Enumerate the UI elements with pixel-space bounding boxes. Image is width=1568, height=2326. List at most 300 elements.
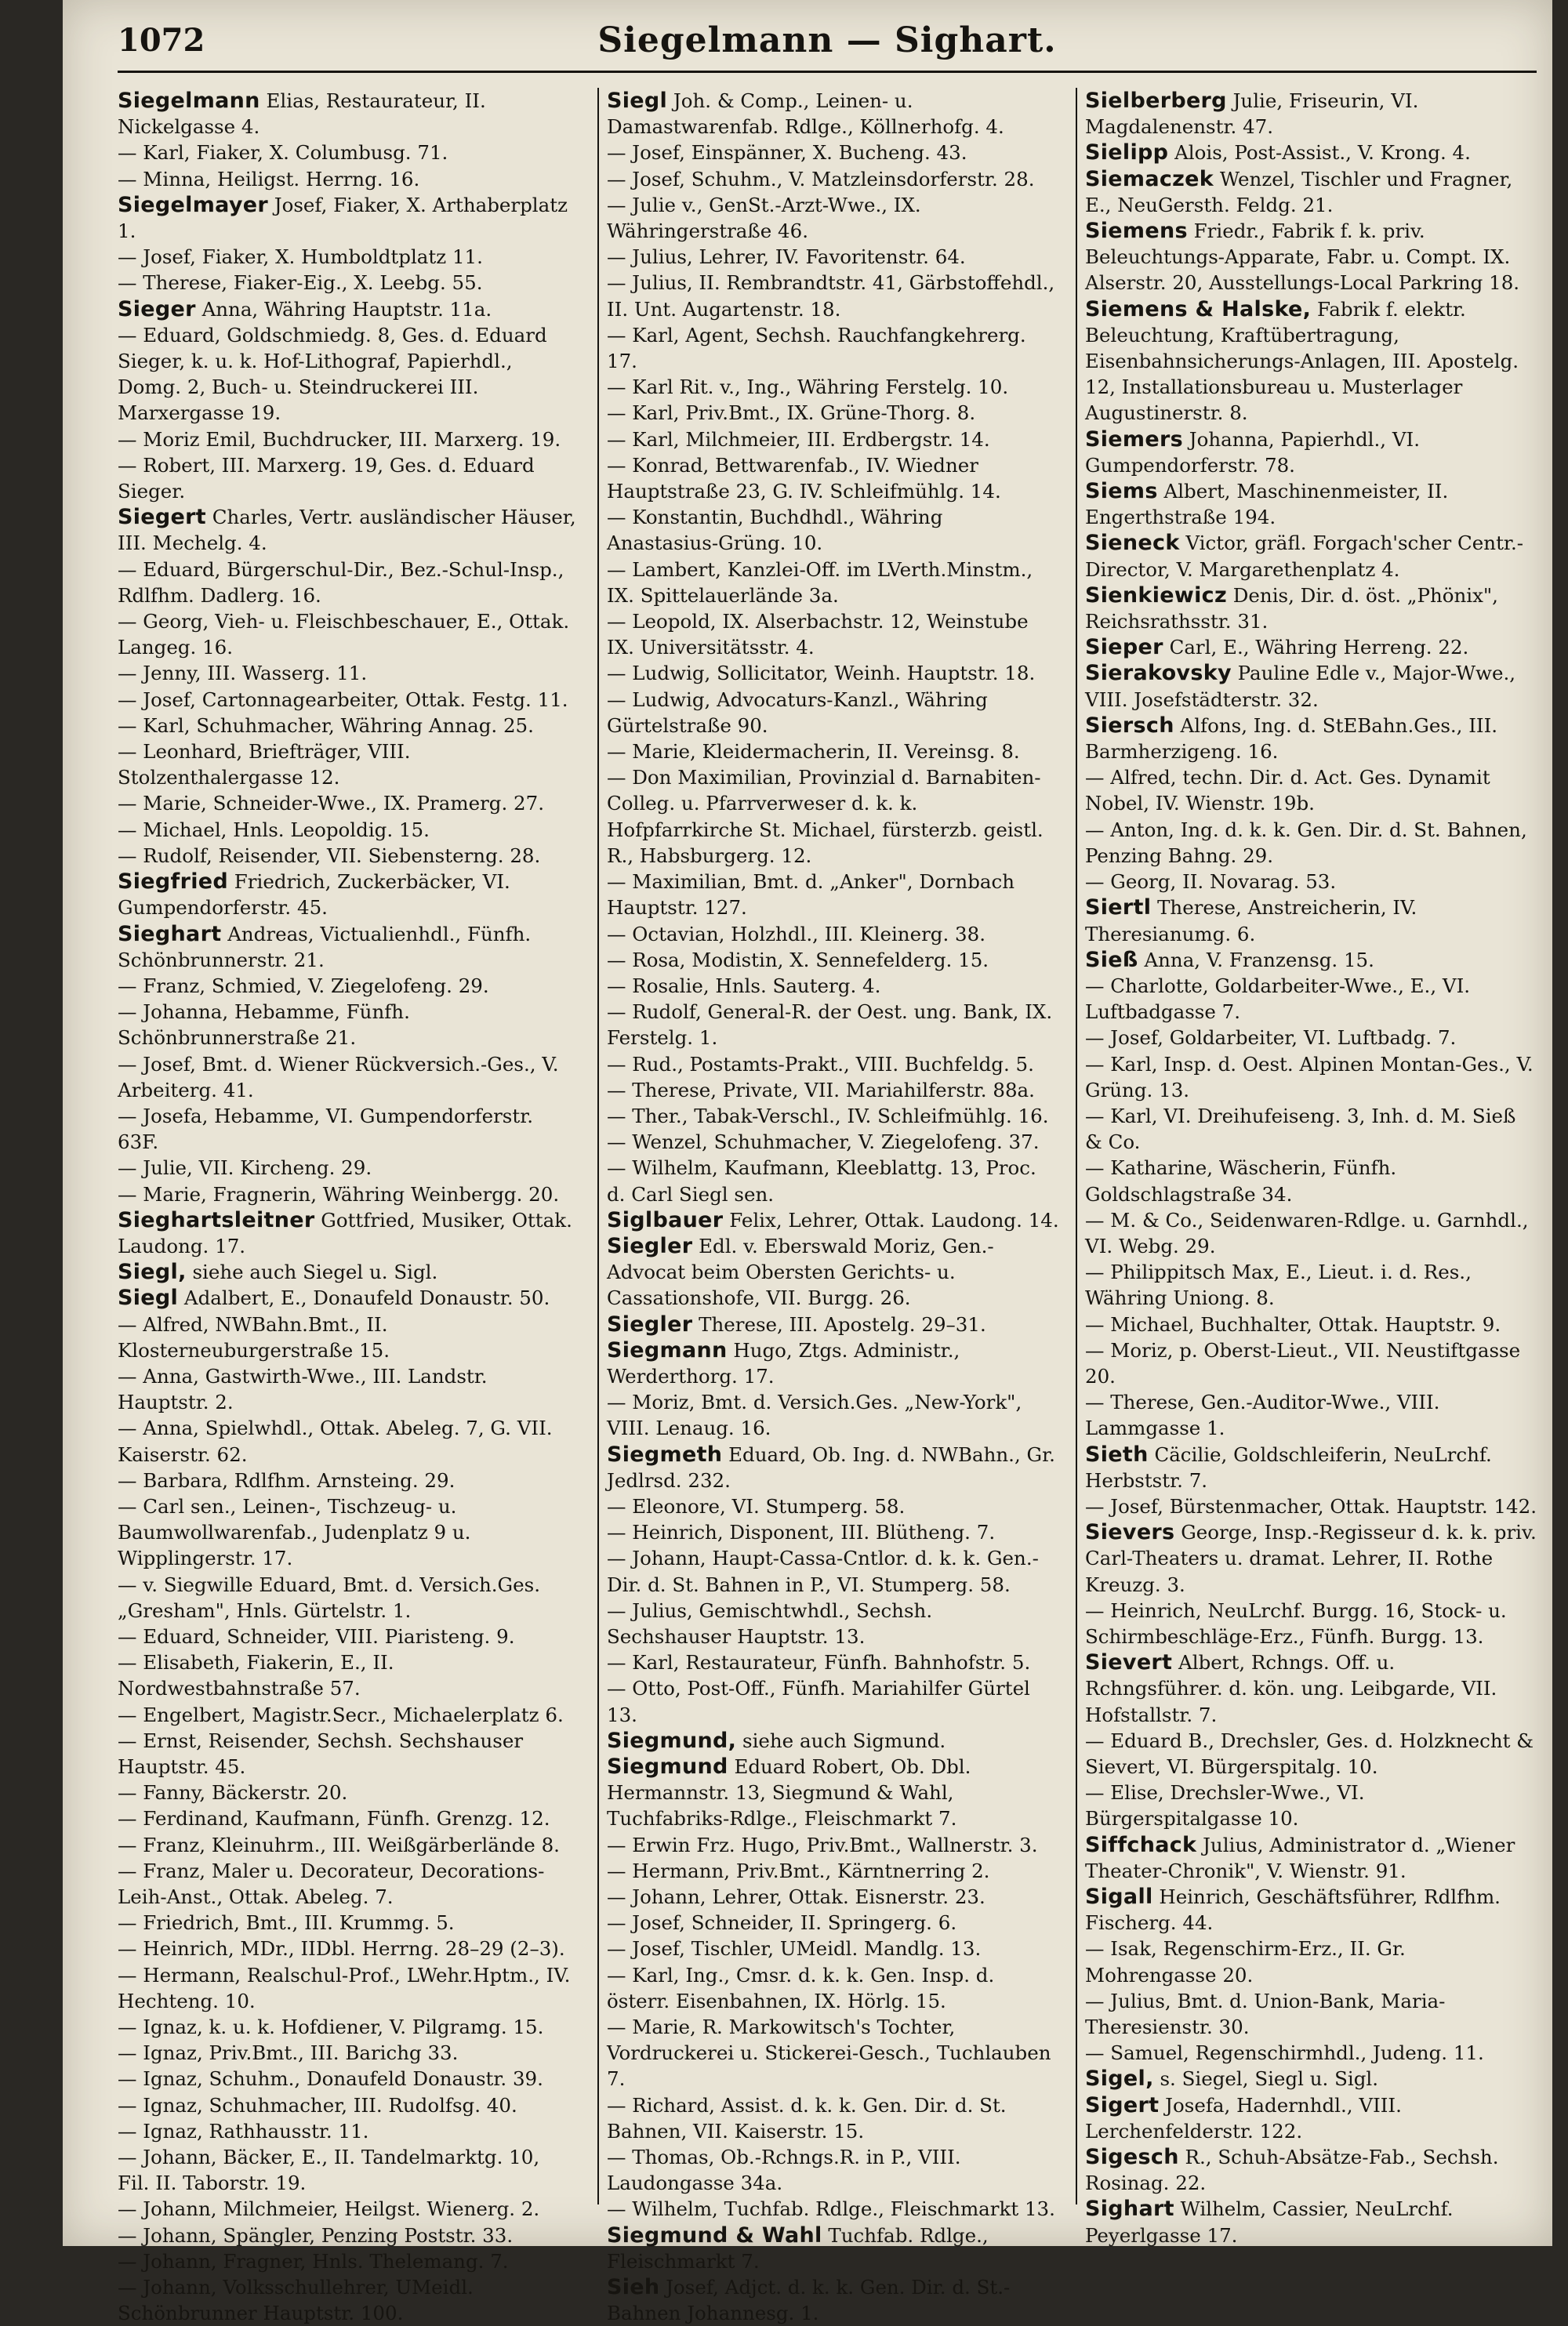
entry-text: — Hermann, Priv.Bmt., Kärntnerring 2.	[607, 1859, 990, 1882]
entry-text: — Rosalie, Hnls. Sauterg. 4.	[607, 974, 881, 997]
directory-entry	[1085, 947, 1538, 973]
entry-text: — Johann, Milchmeier, Heilgst. Wienerg. 2.	[118, 2197, 540, 2221]
entry-text: — Anna, Gastwirth-Wwe., III. Landstr. Hauptstr. 2.	[118, 1364, 488, 1414]
directory-entry	[607, 2274, 1059, 2326]
entry-surname: Sienkiewicz	[1085, 582, 1227, 608]
directory-entry	[1085, 218, 1538, 296]
directory-entry	[607, 1936, 1059, 1961]
entry-text: Alois, Post-Assist., V. Krong. 4.	[1174, 141, 1471, 165]
entry-text: — Moriz, Bmt. d. Versich.Ges. „New-York", VIII. Lenaug. 16.	[607, 1391, 1022, 1440]
entry-surname: Sigel,	[1085, 2067, 1154, 2092]
entry-text: — v. Siegwille Eduard, Bmt. d. Versich.Ges. „Gresham", Hnls. Gürtelstr. 1.	[118, 1573, 540, 1622]
entry-surname: Siemens	[1085, 219, 1188, 244]
entry-text: — Lambert, Kanzlei-Off. im LVerth.Minstm., IX. Spittelauerlände 3a.	[607, 557, 1033, 607]
entry-text: — Karl, Insp. d. Oest. Alpinen Montan-Ges., V. Grüng. 13.	[1085, 1052, 1534, 1101]
entry-text: — Engelbert, Magistr.Secr., Michaelerplatz 6.	[118, 1703, 564, 1726]
directory-entry	[1085, 1259, 1538, 1311]
directory-entry	[1085, 1337, 1538, 1389]
entry-text: — Otto, Post-Off., Fünfh. Mariahilfer Gürtel 13.	[607, 1677, 1030, 1726]
directory-entry	[1085, 1442, 1538, 1493]
directory-entry	[607, 764, 1059, 869]
entry-surname: Siglbauer	[607, 1207, 724, 1232]
entry-surname: Siegler	[607, 1233, 693, 1258]
entry-surname: Sieh	[607, 2275, 660, 2300]
entry-surname: Siegmund	[607, 1754, 728, 1779]
entry-surname: Siegl,	[118, 1260, 187, 1285]
page-title: Siegelmann — Sighart.	[597, 20, 1057, 60]
entry-surname: Siegmund & Wahl	[607, 2223, 822, 2248]
directory-entry	[118, 140, 576, 165]
entry-text: Josef, Adjct. d. k. k. Gen. Dir. d. St.-Bahnen Johannesg. 1.	[607, 2276, 1011, 2325]
entry-text: — Leopold, IX. Alserbachstr. 12, Weinstube IX. Universitätsstr. 4.	[607, 610, 1029, 659]
entry-text: — Charlotte, Goldarbeiter-Wwe., E., VI. Luftbadgasse 7.	[1085, 974, 1471, 1024]
entry-text: — Josef, Bmt. d. Wiener Rückversich.-Ges., V. Arbeiterg. 41.	[118, 1052, 559, 1101]
directory-entry	[118, 2014, 576, 2040]
directory-entry	[607, 1207, 1059, 1233]
directory-entry	[118, 1780, 576, 1805]
entry-text: — Anna, Spielwhdl., Ottak. Abeleg. 7, G. VII. Kaiserstr. 62.	[118, 1417, 553, 1466]
directory-entry	[1085, 1832, 1538, 1884]
directory-entry	[1085, 478, 1538, 530]
directory-entry	[118, 660, 576, 686]
directory-entry	[1085, 1051, 1538, 1103]
entry-text: — Elisabeth, Fiakerin, E., II. Nordwestbahnstraße 57.	[118, 1651, 394, 1700]
entry-text: siehe auch Siegel u. Sigl.	[192, 1261, 438, 1284]
directory-entry	[118, 973, 576, 999]
entry-text: — Fanny, Bäckerstr. 20.	[118, 1781, 348, 1805]
entry-text: — Johann, Lehrer, Ottak. Eisnerstr. 23.	[607, 1885, 985, 1909]
entry-text: — Ignaz, Rathhausstr. 11.	[118, 2119, 369, 2143]
entry-text: — Isak, Regenschirm-Erz., II. Gr. Mohrengasse 20.	[1085, 1937, 1406, 1987]
entry-text: Victor, gräfl. Forgach'scher Centr.-Director, V. Margarethenplatz 4.	[1085, 532, 1524, 581]
directory-entry	[607, 426, 1059, 452]
entry-surname: Sieneck	[1085, 531, 1180, 556]
directory-entry	[607, 2014, 1059, 2092]
directory-entry	[1085, 1389, 1538, 1441]
directory-entry	[118, 608, 576, 660]
entry-text: — Octavian, Holzhdl., III. Kleinerg. 38.	[607, 922, 986, 945]
directory-entry	[1085, 1988, 1538, 2040]
directory-entry	[1085, 426, 1538, 478]
page-header	[118, 16, 1537, 73]
directory-entry	[118, 192, 576, 244]
directory-entry	[1085, 296, 1538, 426]
entry-text: — Marie, Fragnerin, Währing Weinbergg. 20.	[118, 1182, 560, 1206]
entry-text: Adalbert, E., Donaufeld Donaustr. 50.	[183, 1286, 550, 1310]
entry-text: Gottfried, Musiker, Ottak. Laudong. 17.	[118, 1208, 572, 1257]
entry-text: — Moriz, p. Oberst-Lieut., VII. Neustiftgasse 20.	[1085, 1338, 1521, 1388]
entry-text: — Georg, Vieh- u. Fleischbeschauer, E., Ottak. Langeg. 16.	[118, 610, 570, 659]
directory-entry	[118, 1624, 576, 1649]
directory-entry	[1085, 973, 1538, 1025]
directory-entry	[1085, 1155, 1538, 1207]
entry-text: — Konrad, Bettwarenfab., IV. Wiedner Hauptstraße 23, G. IV. Schleifmühlg. 14.	[607, 453, 1001, 503]
directory-entry	[118, 713, 576, 738]
directory-entry	[118, 2248, 576, 2274]
entry-text: — Leonhard, Briefträger, VIII. Stolzenthalergasse 12.	[118, 740, 411, 789]
entry-text: — Johanna, Hebamme, Fünfh. Schönbrunnerstraße 21.	[118, 1000, 410, 1050]
entry-text: — Samuel, Regenschirmhdl., Judeng. 11.	[1085, 2041, 1484, 2065]
entry-text: — Ludwig, Sollicitator, Weinh. Hauptstr. 18.	[607, 662, 1036, 685]
directory-entry	[1085, 2196, 1538, 2248]
directory-entry	[118, 687, 576, 713]
directory-entry	[607, 322, 1059, 374]
entry-text: — Julius, Lehrer, IV. Favoritenstr. 64.	[607, 245, 966, 269]
directory-entry	[607, 1728, 1059, 1754]
entry-text: — Therese, Private, VII. Mariahilferstr. 88a.	[607, 1078, 1035, 1101]
entry-text: — Josefa, Hebamme, VI. Gumpendorferstr. 63F.	[118, 1104, 534, 1154]
directory-entry	[607, 1493, 1059, 1519]
entry-text: — Carl sen., Leinen-, Tischzeug- u. Baumwollwarenfab., Judenplatz 9 u. Wipplingerstr. 17.	[118, 1494, 471, 1570]
entry-text: — Jenny, III. Wasserg. 11.	[118, 662, 368, 685]
entry-text: Josefa, Hadernhdl., VIII. Lerchenfelderstr. 122.	[1085, 2093, 1402, 2143]
entry-text: Andreas, Victualienhdl., Fünfh. Schönbrunnerstr. 21.	[118, 922, 532, 971]
directory-entry	[1085, 1493, 1538, 1519]
directory-entry	[607, 1754, 1059, 1832]
entry-text: — Karl, Milchmeier, III. Erdbergstr. 14.	[607, 427, 990, 451]
directory-entry	[1085, 582, 1538, 634]
directory-entry	[118, 999, 576, 1051]
entry-surname: Siegert	[118, 505, 206, 530]
directory-entry	[118, 1259, 576, 1285]
entry-text: — Johann, Haupt-Cassa-Cntlor. d. k. k. Gen.-Dir. d. St. Bahnen in P., VI. Stumperg. 58.	[607, 1547, 1039, 1596]
entry-text: Albert, Rchngs. Off. u. Rchngsführer. d. kön. ung. Leibgarde, VII. Hofstallstr. 7.	[1085, 1651, 1497, 1726]
entry-surname: Sielipp	[1085, 140, 1169, 165]
entry-surname: Sievers	[1085, 1520, 1175, 1545]
entry-surname: Siemers	[1085, 426, 1183, 452]
directory-entry	[118, 244, 576, 270]
entry-text: Joh. & Comp., Leinen- u. Damastwarenfab. Rdlge., Köllnerhofg. 4.	[607, 89, 1004, 139]
directory-entry	[118, 2118, 576, 2144]
entry-text: — Thomas, Ob.-Rchngs.R. in P., VIII. Laudongasse 34a.	[607, 2146, 961, 2195]
directory-entry	[607, 1598, 1059, 1649]
directory-entry	[607, 88, 1059, 140]
entry-surname: Siegl	[118, 1286, 179, 1311]
entry-text: Josef, Fiaker, X. Arthaberplatz 1.	[118, 193, 568, 243]
entry-surname: Sievert	[1085, 1650, 1173, 1675]
entry-text: — Franz, Maler u. Decorateur, Decorations-Leih-Anst., Ottak. Abeleg. 7.	[118, 1859, 545, 1909]
directory-entry	[607, 1233, 1059, 1312]
entry-text: — Karl, Fiaker, X. Columbusg. 71.	[118, 141, 448, 165]
entry-text: — Minna, Heiligst. Herrng. 16.	[118, 167, 420, 191]
entry-surname: Siemens & Halske,	[1085, 296, 1312, 321]
entry-text: s. Siegel, Siegl u. Sigl.	[1160, 2067, 1379, 2091]
entry-text: George, Insp.-Regisseur d. k. k. priv. Carl-Theaters u. dramat. Lehrer, II. Rothe Kreuzg. 3.	[1085, 1521, 1537, 1596]
entry-text: — Ignaz, Schuhmacher, III. Rudolfsg. 40.	[118, 2093, 517, 2117]
entry-text: — Rudolf, General-R. der Oest. ung. Bank, IX. Ferstelg. 1.	[607, 1000, 1053, 1050]
entry-text: Therese, Anstreicherin, IV. Theresianumg. 6.	[1085, 896, 1417, 945]
entry-text: — Karl, Agent, Sechsh. Rauchfangkehrerg. 17.	[607, 323, 1026, 373]
entry-text: — Konstantin, Buchdhdl., Währing Anastasius-Grüng. 10.	[607, 506, 943, 555]
directory-entry	[1085, 869, 1538, 894]
directory-entry	[607, 1129, 1059, 1155]
directory-entry	[1085, 1207, 1538, 1259]
directory-entry	[118, 817, 576, 843]
entry-text: — Josef, Schneider, II. Springerg. 6.	[607, 1911, 957, 1935]
directory-entry	[118, 1832, 576, 1858]
entry-text: — Karl, VI. Dreihufeiseng. 3, Inh. d. M. Sieß & Co.	[1085, 1104, 1516, 1154]
entry-surname: Sigesch	[1085, 2145, 1179, 2170]
directory-entry	[1085, 713, 1538, 764]
directory-entry	[607, 921, 1059, 947]
directory-entry	[607, 1832, 1059, 1858]
directory-entry	[118, 1962, 576, 2014]
entry-text: — Julius, II. Rembrandtstr. 41, Gärbstoffehdl., II. Unt. Augartenstr. 18.	[607, 271, 1055, 321]
directory-entry	[607, 1962, 1059, 2014]
directory-entry	[607, 2196, 1059, 2222]
entry-text: — Marie, Kleidermacherin, II. Vereinsg. 8.	[607, 740, 1020, 764]
entry-text: — Eleonore, VI. Stumperg. 58.	[607, 1494, 906, 1518]
directory-entry	[1085, 894, 1538, 946]
entry-surname: Sieper	[1085, 635, 1163, 660]
entry-text: Heinrich, Geschäftsführer, Rdlfhm. Fischerg. 44.	[1085, 1885, 1501, 1935]
entry-text: Charles, Vertr. ausländischer Häuser, III. Mechelg. 4.	[118, 506, 576, 555]
entry-text: Felix, Lehrer, Ottak. Laudong. 14.	[729, 1208, 1059, 1232]
entry-text: — Josef, Bürstenmacher, Ottak. Hauptstr. 142.	[1085, 1494, 1537, 1518]
entry-text: — Katharine, Wäscherin, Fünfh. Goldschlagstraße 34.	[1085, 1156, 1397, 1206]
entry-text: — Julie, VII. Kircheng. 29.	[118, 1156, 372, 1180]
directory-entry	[607, 374, 1059, 400]
entry-text: — Josef, Schuhm., V. Matzleinsdorferstr. 28.	[607, 167, 1035, 191]
directory-entry	[118, 1103, 576, 1155]
directory-entry	[118, 869, 576, 920]
entry-text: Anna, Währing Hauptstr. 11a.	[201, 297, 492, 321]
directory-entry	[1085, 764, 1538, 816]
entry-text: — Heinrich, NeuLrchf. Burgg. 16, Stock- u. Schirmbeschläge-Erz., Fünfh. Burgg. 13.	[1085, 1598, 1507, 1648]
entry-surname: Siersch	[1085, 713, 1174, 738]
entry-surname: Siegmund,	[607, 1728, 737, 1753]
entry-text: — Karl, Restaurateur, Fünfh. Bahnhofstr. 5.	[607, 1651, 1031, 1675]
directory-entry	[118, 2274, 576, 2326]
directory-entry	[607, 166, 1059, 192]
directory-entry	[118, 738, 576, 790]
directory-entry	[607, 1519, 1059, 1545]
entry-text: — Robert, III. Marxerg. 19, Ges. d. Eduard Sieger.	[118, 453, 535, 503]
entry-surname: Siffchack	[1085, 1832, 1197, 1857]
directory-entry	[118, 1858, 576, 1910]
directory-entry	[607, 2223, 1059, 2274]
entry-text: — Ludwig, Advocaturs-Kanzl., Währing Gürtelstraße 90.	[607, 688, 988, 737]
directory-entry	[607, 192, 1059, 244]
entry-text: Denis, Dir. d. öst. „Phönix", Reichsrathsstr. 31.	[1085, 583, 1498, 633]
entry-text: Alfons, Ing. d. StEBahn.Ges., III. Barmherzigeng. 16.	[1085, 713, 1498, 764]
entry-text: — Franz, Schmied, V. Ziegelofeng. 29.	[118, 974, 489, 997]
entry-surname: Sigert	[1085, 2092, 1160, 2117]
directory-entry	[607, 1155, 1059, 1207]
directory-entry	[1085, 1936, 1538, 1987]
entry-text: — Ferdinand, Kaufmann, Fünfh. Grenzg. 12.	[118, 1807, 550, 1831]
entry-surname: Sieth	[1085, 1442, 1149, 1467]
directory-entry	[118, 88, 576, 140]
directory-entry	[118, 2223, 576, 2248]
directory-entry	[607, 687, 1059, 738]
entry-text: — Josef, Fiaker, X. Humboldtplatz 11.	[118, 245, 483, 269]
entry-text: — Philippitsch Max, E., Lieut. i. d. Res., Währing Uniong. 8.	[1085, 1261, 1472, 1310]
entry-text: — Anton, Ing. d. k. k. Gen. Dir. d. St. Bahnen, Penzing Bahng. 29.	[1085, 818, 1527, 867]
entry-surname: Siegelmann	[118, 89, 260, 113]
directory-entry	[607, 2092, 1059, 2144]
entry-text: — Therese, Fiaker-Eig., X. Leebg. 55.	[118, 271, 483, 295]
entry-text: — Ignaz, Schuhm., Donaufeld Donaustr. 39.	[118, 2067, 543, 2091]
directory-entry	[118, 1649, 576, 1701]
entry-surname: Sierakovsky	[1085, 661, 1232, 686]
entry-text: Wenzel, Tischler und Fragner, E., NeuGersth. Feldg. 21.	[1085, 167, 1513, 216]
entry-text: — Karl, Ing., Cmsr. d. k. k. Gen. Insp. d. österr. Eisenbahnen, IX. Hörlg. 15.	[607, 1963, 995, 2012]
entry-text: — Johann, Spängler, Penzing Poststr. 33.	[118, 2223, 514, 2247]
directory-entry	[118, 322, 576, 426]
directory-entry	[607, 1312, 1059, 1337]
directory-entry	[118, 426, 576, 452]
directory-entry	[118, 1805, 576, 1831]
entry-text: Julius, Administrator d. „Wiener Theater-Chronik", V. Wienstr. 91.	[1085, 1833, 1515, 1882]
directory-entry	[118, 296, 576, 322]
directory-entry	[118, 1181, 576, 1207]
directory-entry	[1085, 817, 1538, 869]
directory-entry	[118, 1155, 576, 1181]
entry-text: — Ignaz, Priv.Bmt., III. Barichg 33.	[118, 2041, 459, 2065]
entry-text: — Michael, Buchhalter, Ottak. Hauptstr. 9.	[1085, 1312, 1501, 1336]
directory-entry	[118, 1312, 576, 1363]
entry-surname: Siegmann	[607, 1337, 728, 1363]
directory-entry	[607, 869, 1059, 920]
column-1	[118, 88, 576, 2325]
directory-entry	[1085, 88, 1538, 140]
entry-text: — Heinrich, Disponent, III. Blütheng. 7.	[607, 1521, 996, 1544]
directory-entry	[607, 1675, 1059, 1727]
entry-text: — Josef, Cartonnagearbeiter, Ottak. Festg. 11.	[118, 688, 568, 711]
directory-entry	[118, 1415, 576, 1467]
directory-entry	[1085, 634, 1538, 660]
entry-text: Elias, Restaurateur, II. Nickelgasse 4.	[118, 89, 486, 139]
directory-entry	[1085, 140, 1538, 165]
directory-entry	[118, 790, 576, 816]
entry-text: — Josef, Goldarbeiter, VI. Luftbadg. 7.	[1085, 1026, 1457, 1050]
entry-text: — Therese, Gen.-Auditor-Wwe., VIII. Lammgasse 1.	[1085, 1391, 1440, 1440]
entry-text: — Wilhelm, Tuchfab. Rdlge., Fleischmarkt 13.	[607, 2197, 1055, 2221]
entry-text: Fabrik f. elektr. Beleuchtung, Kraftübertragung, Eisenbahnsicherungs-Anlagen, III. Apostelg. 12, Installationsbureau u. Musterlager Augustinerstr. 8.	[1085, 297, 1519, 425]
entry-text: — Eduard, Schneider, VIII. Piaristeng. 9.	[118, 1624, 515, 1648]
directory-entry	[118, 270, 576, 296]
directory-entry	[607, 452, 1059, 504]
entry-text: Eduard Robert, Ob. Dbl. Hermannstr. 13, Siegmund & Wahl, Tuchfabriks-Rdlge., Fleischmarkt 7.	[607, 1755, 971, 1831]
directory-entry	[118, 504, 576, 556]
directory-entry	[607, 1051, 1059, 1077]
directory-entry	[118, 2092, 576, 2118]
directory-entry	[118, 1051, 576, 1103]
directory-entry	[118, 921, 576, 973]
entry-surname: Siegmeth	[607, 1442, 723, 1467]
directory-entry	[607, 2144, 1059, 2196]
entry-text: — Julius, Bmt. d. Union-Bank, Maria-Theresienstr. 30.	[1085, 1989, 1446, 2039]
directory-entry	[607, 270, 1059, 321]
entry-surname: Siegfried	[118, 869, 228, 894]
directory-entry	[118, 2144, 576, 2196]
entry-text: — Wilhelm, Kaufmann, Kleeblattg. 13, Proc. d. Carl Siegl sen.	[607, 1156, 1036, 1206]
entry-surname: Sieß	[1085, 947, 1138, 972]
directory-entry	[607, 400, 1059, 426]
directory-columns	[118, 88, 1537, 2325]
entry-text: — Erwin Frz. Hugo, Priv.Bmt., Wallnerstr. 3.	[607, 1833, 1038, 1856]
directory-entry	[607, 1884, 1059, 1910]
entry-text: — Alfred, techn. Dir. d. Act. Ges. Dynamit Nobel, IV. Wienstr. 19b.	[1085, 766, 1490, 815]
directory-entry	[118, 1728, 576, 1780]
entry-text: — Josef, Tischler, UMeidl. Mandlg. 13.	[607, 1937, 982, 1961]
entry-text: Johanna, Papierhdl., VI. Gumpendorferstr. 78.	[1085, 427, 1420, 477]
entry-text: Therese, III. Apostelg. 29–31.	[699, 1312, 986, 1336]
directory-entry	[118, 1910, 576, 1936]
entry-text: R., Schuh-Absätze-Fab., Sechsh. Rosinag. 22.	[1085, 2146, 1499, 2195]
entry-surname: Sieghart	[118, 921, 222, 946]
directory-entry	[1085, 2144, 1538, 2196]
directory-entry	[607, 1337, 1059, 1389]
directory-entry	[1085, 660, 1538, 712]
entry-text: Cäcilie, Goldschleiferin, NeuLrchf. Herbststr. 7.	[1085, 1442, 1492, 1492]
entry-text: — Elise, Drechsler-Wwe., VI. Bürgerspitalgasse 10.	[1085, 1781, 1365, 1831]
column-2	[597, 88, 1059, 2325]
directory-entry	[1085, 1312, 1538, 1337]
entry-text: — Alfred, NWBahn.Bmt., II. Klosterneuburgerstraße 15.	[118, 1312, 390, 1362]
directory-entry	[1085, 1780, 1538, 1831]
entry-text: — Don Maximilian, Provinzial d. Barnabiten-Colleg. u. Pfarrverweser d. k. k. Hofpfarrkirche St. Michael, fürsterzb. geistl. R., Habsburgerg. 12.	[607, 766, 1044, 867]
entry-text: — Georg, II. Novarag. 53.	[1085, 870, 1337, 894]
entry-text: — Hermann, Realschul-Prof., LWehr.Hptm., IV. Hechteng. 10.	[118, 1963, 571, 2012]
directory-entry	[607, 1442, 1059, 1493]
entry-text: — Barbara, Rdlfhm. Arnsteing. 29.	[118, 1468, 456, 1492]
directory-entry	[1085, 1649, 1538, 1728]
entry-text: — Marie, R. Markowitsch's Tochter, Vordruckerei u. Stickerei-Gesch., Tuchlauben 7.	[607, 2016, 1051, 2091]
entry-text: — Moriz Emil, Buchdrucker, III. Marxerg. 19.	[118, 427, 561, 451]
column-3	[1076, 88, 1538, 2247]
entry-text: Friedr., Fabrik f. k. priv. Beleuchtungs-Apparate, Fabr. u. Compt. IX. Alserstr. 20, Ausstellungs-Local Parkring 18.	[1085, 220, 1520, 295]
entry-text: — Johann, Fragner, Hnls. Thelemang. 7.	[118, 2249, 509, 2273]
directory-entry	[607, 947, 1059, 973]
directory-entry	[607, 1545, 1059, 1597]
directory-entry	[607, 1389, 1059, 1441]
directory-entry	[1085, 2040, 1538, 2066]
entry-text: Hugo, Ztgs. Administr., Werderthorg. 17.	[607, 1338, 960, 1388]
entry-text: — Ther., Tabak-Verschl., IV. Schleifmühlg. 16.	[607, 1104, 1049, 1127]
entry-text: Carl, E., Währing Herreng. 22.	[1169, 636, 1469, 659]
directory-page	[63, 0, 1552, 2325]
entry-text: — Karl, Priv.Bmt., IX. Grüne-Thorg. 8.	[607, 401, 976, 425]
entry-surname: Sighart	[1085, 2197, 1174, 2222]
directory-entry	[118, 1493, 576, 1572]
entry-text: — Franz, Kleinuhrm., III. Weißgärberlände 8.	[118, 1833, 560, 1856]
entry-text: Tuchfab. Rdlge., Fleischmarkt 7.	[607, 2223, 989, 2273]
entry-text: Edl. v. Eberswald Moriz, Gen.-Advocat beim Obersten Gerichts- u. Cassationshofe, VII. Burgg. 26.	[607, 1234, 994, 1310]
directory-entry	[118, 1936, 576, 1961]
entry-surname: Siegelmayer	[118, 192, 268, 217]
directory-entry	[1085, 2092, 1538, 2144]
entry-text: — Richard, Assist. d. k. k. Gen. Dir. d. St. Bahnen, VII. Kaiserstr. 15.	[607, 2093, 1007, 2143]
directory-entry	[118, 166, 576, 192]
entry-text: — Eduard, Bürgerschul-Dir., Bez.-Schul-Insp., Rdlfhm. Dadlerg. 16.	[118, 557, 564, 607]
directory-entry	[607, 738, 1059, 764]
directory-entry	[607, 140, 1059, 165]
directory-entry	[1085, 530, 1538, 582]
entry-surname: Siertl	[1085, 895, 1152, 920]
entry-text: — Julius, Gemischtwhdl., Sechsh. Sechshauser Hauptstr. 13.	[607, 1598, 933, 1648]
entry-text: Eduard, Ob. Ing. d. NWBahn., Gr. Jedlrsd. 232.	[607, 1442, 1055, 1492]
entry-text: — Julie v., GenSt.-Arzt-Wwe., IX. Währingerstraße 46.	[607, 193, 921, 243]
directory-entry	[118, 2196, 576, 2222]
directory-entry	[607, 999, 1059, 1051]
entry-text: — Karl Rit. v., Ing., Währing Ferstelg. 10.	[607, 376, 1009, 399]
entry-text: — Maximilian, Bmt. d. „Anker", Dornbach Hauptstr. 127.	[607, 870, 1014, 920]
directory-entry	[118, 1285, 576, 1311]
directory-entry	[607, 244, 1059, 270]
directory-entry	[607, 1910, 1059, 1936]
